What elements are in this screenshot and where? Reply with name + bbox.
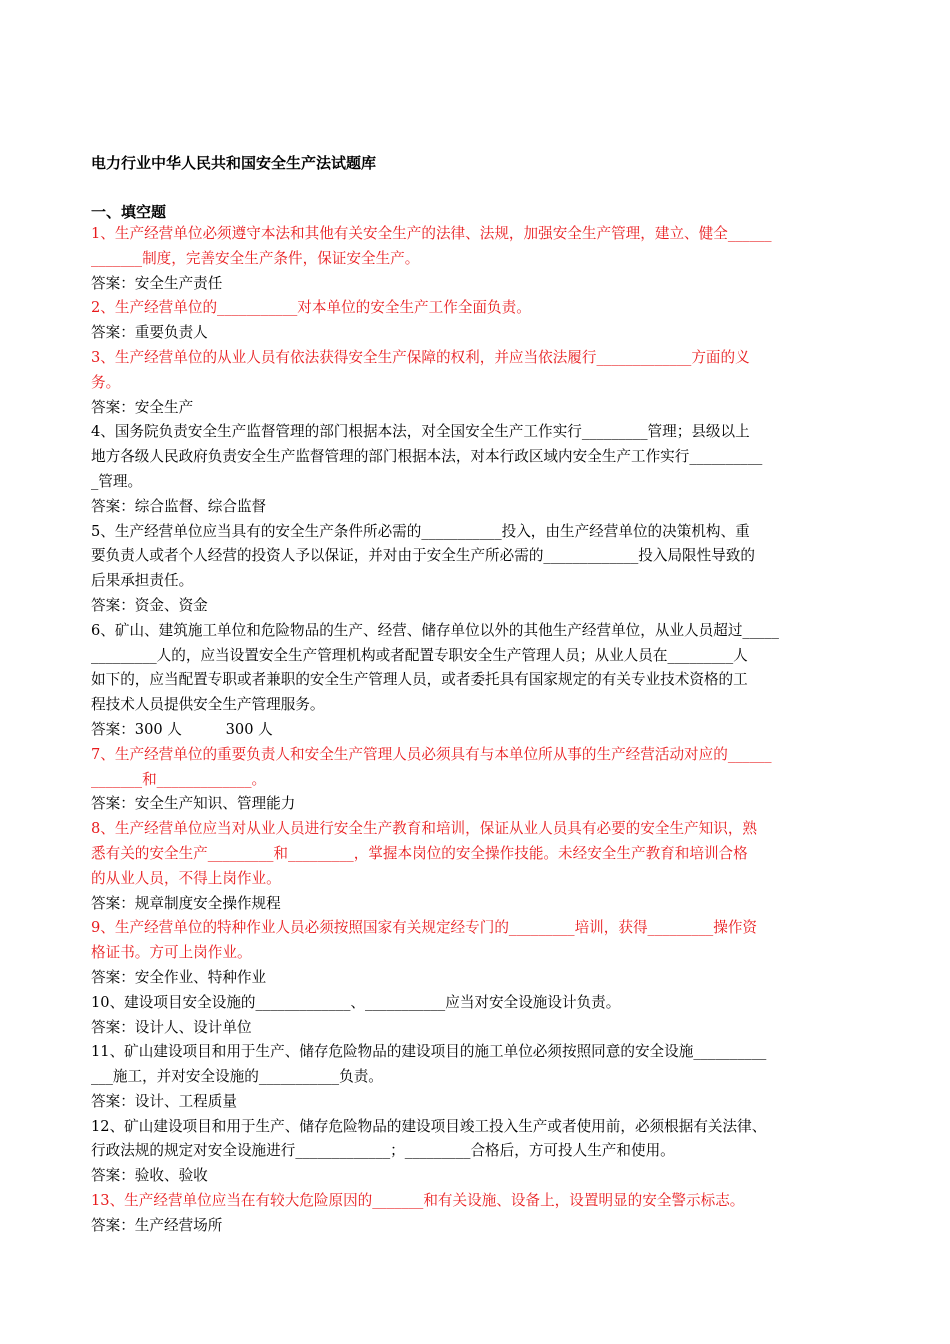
question-line: 9、生产经营单位的特种作业人员必须按照国家有关规定经专门的_________培训，获得_________操作资 [91,919,758,937]
answer-line: 答案：重要负责人 [91,324,208,342]
question-line: 程技术人员提供安全生产管理服务。 [91,696,325,714]
answer-line: 答案：安全生产知识、管理能力 [91,795,296,813]
answer-line: 答案：规章制度安全操作规程 [91,894,281,912]
question-line: 地方各级人民政府负责安全生产监督管理的部门根据本法，对本行政区域内安全生产工作实行__________ [91,448,763,466]
question-line: 悉有关的安全生产_________和_________，掌握本岗位的安全操作技能。未经安全生产教育和培训合格 [91,844,748,862]
question-line: 6、矿山、建筑施工单位和危险物品的生产、经营、储存单位以外的其他生产经营单位，从业人员超过_____ [91,621,779,639]
question-line: _______和_____________。 [91,770,267,788]
question-line: 3、生产经营单位的从业人员有依法获得安全生产保障的权利，并应当依法履行_____________方面的义 [91,348,750,366]
answer-line: 答案：安全生产责任 [91,274,223,292]
question-line: 7、生产经营单位的重要负责人和安全生产管理人员必须具有与本单位所从事的生产经营活动对应的______ [91,745,772,763]
question-line: 要负责人或者个人经营的投资人予以保证，并对由于安全生产所必需的_____________投入局限性导致的 [91,547,756,565]
question-line: 13、生产经营单位应当在有较大危险原因的_______和有关设施、设备上，设置明显的安全警示标志。 [91,1192,745,1210]
question-line: 11、矿山建设项目和用于生产、储存危险物品的建设项目的施工单位必须按照同意的安全设施__________ [91,1043,767,1061]
question-line: 1、生产经营单位必须遵守本法和其他有关安全生产的法律、法规，加强安全生产管理，建立、健全______ [91,225,772,242]
question-line: 如下的，应当配置专职或者兼职的安全生产管理人员，或者委托具有国家规定的有关专业技术资格的工 [91,671,748,689]
question-list [91,222,861,1239]
answer-line: 答案：300 人 300 人 [91,720,273,738]
answer-line: 答案：安全生产 [91,398,194,416]
question-line: 格证书。方可上岗作业。 [91,944,252,962]
question-line: 8、生产经营单位应当对从业人员进行安全生产教育和培训，保证从业人员具有必要的安全生产知识，熟 [91,820,758,838]
answer-line: 答案：综合监督、综合监督 [91,497,267,515]
question-line: 务。 [91,373,121,391]
question-line: 10、建设项目安全设施的_____________、___________应当对安全设施设计负责。 [91,993,621,1011]
answer-line: 答案：设计人、设计单位 [91,1018,252,1036]
answer-line: 答案：安全作业、特种作业 [91,968,267,986]
answer-line: 答案：资金、资金 [91,596,208,614]
question-line: 4、国务院负责安全生产监督管理的部门根据本法，对全国安全生产工作实行_________管理；县级以上 [91,423,750,441]
question-line: 行政法规的规定对安全设施进行_____________；_________合格后，方可投人生产和使用。 [91,1142,675,1160]
answer-line: 答案：设计、工程质量 [91,1092,237,1110]
question-line: _管理。 [91,472,143,490]
question-line: _______制度，完善安全生产条件，保证安全生产。 [91,249,420,267]
question-line: _________人的，应当设置安全生产管理机构或者配置专职安全生产管理人员；从业人员在_________人 [91,646,748,664]
answer-line: 答案：生产经营场所 [91,1216,223,1234]
question-line: ___施工，并对安全设施的___________负责。 [91,1068,383,1086]
question-line: 5、生产经营单位应当具有的安全生产条件所必需的___________投入，由生产经营单位的决策机构、重 [91,522,750,540]
answer-line: 答案：验收、验收 [91,1167,208,1185]
question-line: 12、矿山建设项目和用于生产、储存危险物品的建设项目竣工投入生产或者使用前，必须根据有关法律、 [91,1117,767,1135]
question-line: 的从业人员，不得上岗作业。 [91,869,281,887]
section-heading: 一、填空题 [91,203,167,221]
question-line: 2、生产经营单位的___________对本单位的安全生产工作全面负责。 [91,299,531,317]
document-title: 电力行业中华人民共和国安全生产法试题库 [91,154,377,172]
question-line: 后果承担责任。 [91,572,194,590]
